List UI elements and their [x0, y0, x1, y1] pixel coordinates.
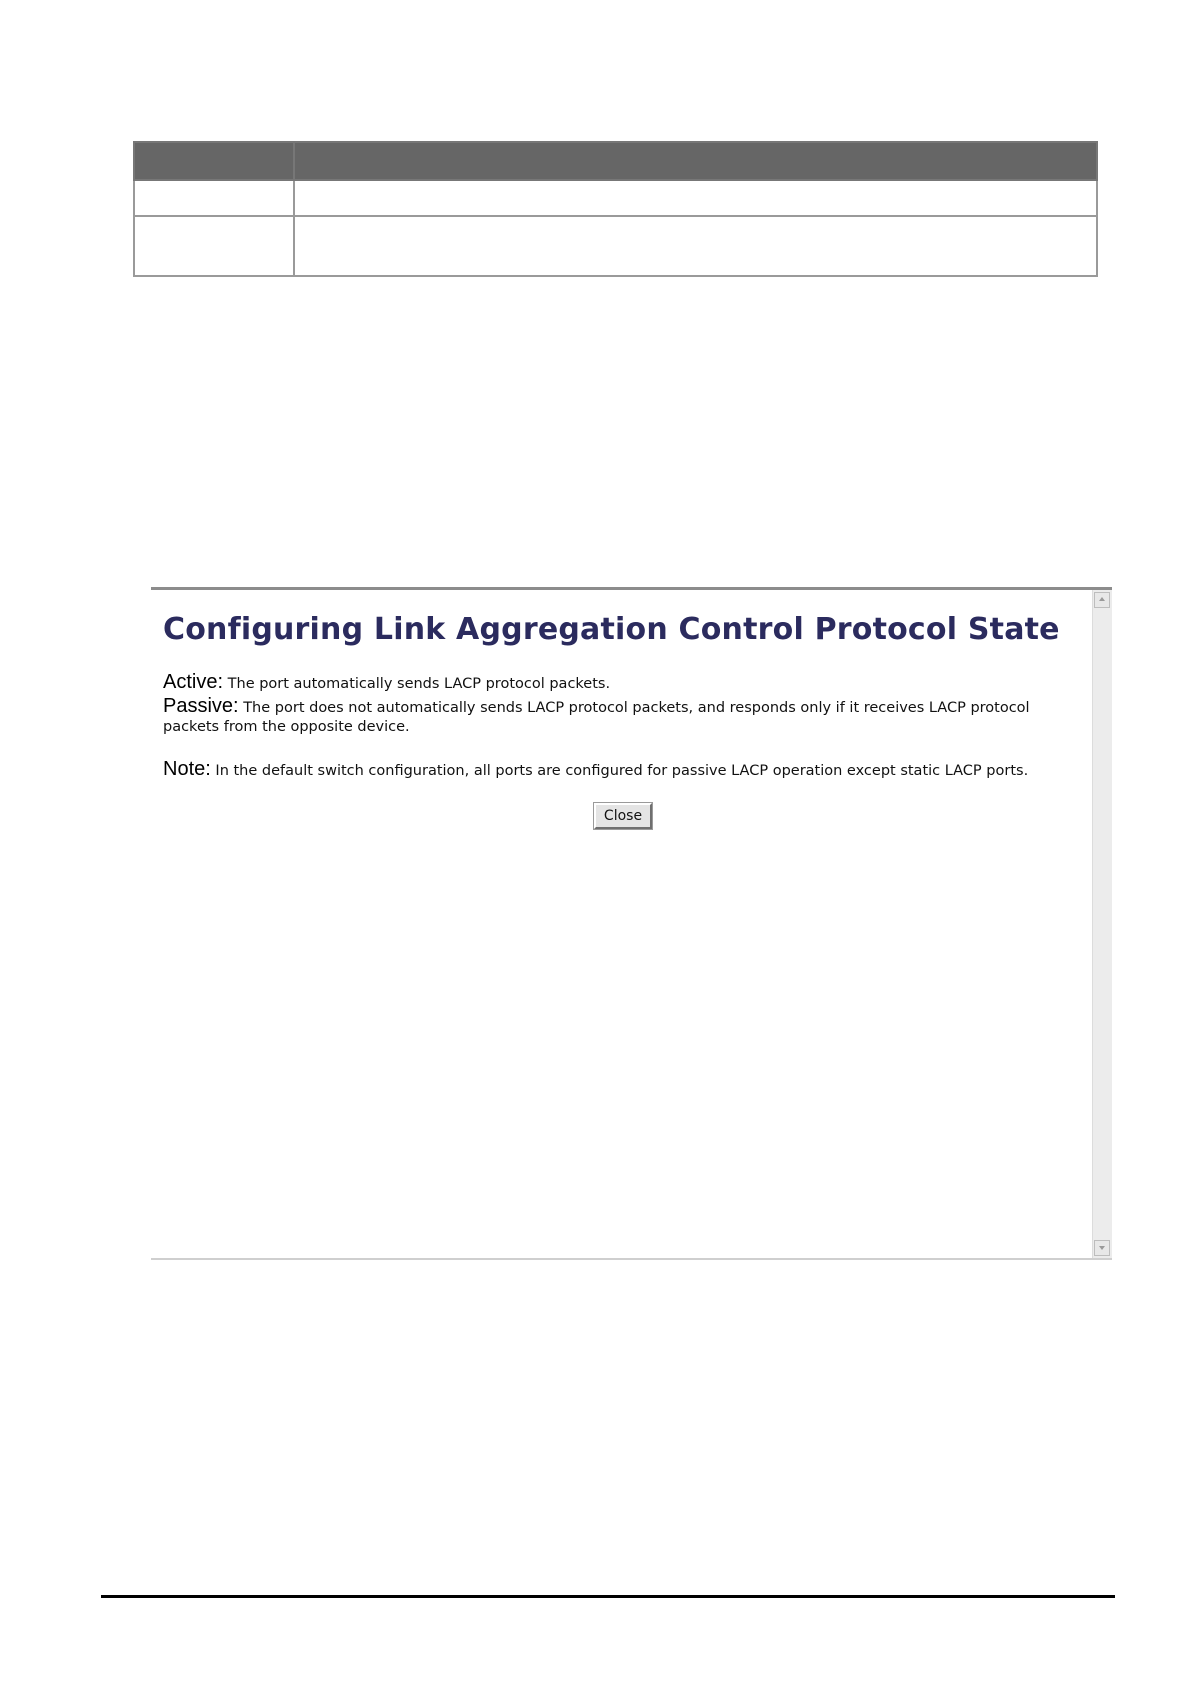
definition-passive [163, 697, 1083, 737]
table-cell [294, 180, 1097, 216]
parameter-table [133, 141, 1098, 277]
footer-divider [101, 1595, 1115, 1598]
definition-text: The port does not automatically sends LACP protocol packets, and responds only if it receives LACP protocol packets from the opposite device. [163, 700, 1030, 735]
scroll-up-button[interactable] [1094, 592, 1110, 608]
table-cell [134, 216, 294, 276]
close-button-wrap [163, 803, 1083, 829]
definition-text: The port automatically sends LACP protocol packets. [223, 676, 611, 692]
definition-text: In the default switch configuration, all ports are configured for passive LACP operation except static LACP ports. [210, 763, 1029, 779]
definition-term: Note: [163, 758, 211, 780]
table-header-cell [134, 142, 294, 180]
table-cell [294, 216, 1097, 276]
vertical-scrollbar[interactable] [1092, 590, 1112, 1258]
scroll-down-arrow-icon [1099, 1246, 1105, 1250]
definition-term: Passive: [163, 695, 239, 717]
table-header-row [134, 142, 1097, 180]
scroll-down-button[interactable] [1094, 1240, 1110, 1256]
definition-term: Active: [163, 671, 224, 693]
definition-active [163, 673, 1083, 694]
close-button[interactable]: Close [594, 803, 652, 829]
help-popup-content [163, 612, 1083, 829]
table-row [134, 180, 1097, 216]
table-cell [134, 180, 294, 216]
definition-note [163, 760, 1083, 781]
table-header-cell [294, 142, 1097, 180]
table-row [134, 216, 1097, 276]
page-title: Configuring Link Aggregation Control Protocol State [163, 612, 1060, 647]
scroll-up-arrow-icon [1099, 597, 1105, 601]
help-popup-window [151, 587, 1112, 1260]
